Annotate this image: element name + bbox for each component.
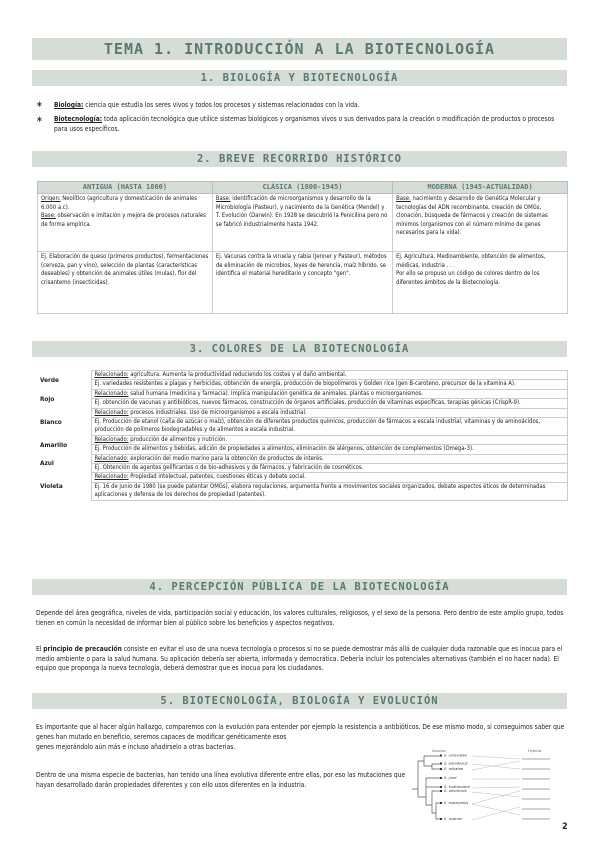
- definition-biotecnologia-text: toda aplicación tecnológica que utilice sistemas biológicos y organismos vivos o sus derivados para la creación o modificación de productos o procesos para usos específicos.: [54, 115, 555, 133]
- section-5-heading: 5. BIOTECNOLOGÍA, BIOLOGÍA Y EVOLUCIÓN: [32, 693, 567, 709]
- color-label: Azul: [40, 459, 54, 468]
- tree-marker: [440, 802, 442, 804]
- cell-text: Neolítico (agricultura y domesticación de animales 6.000 a.c).: [41, 196, 197, 211]
- cell-term: Relacionado:: [94, 390, 129, 397]
- bullet-marker: ∗: [36, 115, 43, 125]
- colors-table: [37, 370, 568, 501]
- example-cell: Ej. obtención de vacunas y antibióticos, nuevos fármacos, construcción de órganos artificiales, producción de vitaminas específicas, terapias génicas (CrispR-9).: [91, 399, 568, 408]
- example-cell: Ej. Obtención de agentes gelificantes o de bio-adhesivos y de fármacos, y fabricación de cosméticos.: [91, 464, 568, 473]
- related-cell: [91, 454, 568, 463]
- tree-label: S. eubayanus: [444, 801, 469, 806]
- section-3-heading: 3. COLORES DE LA BIOTECNOLOGÍA: [32, 341, 567, 357]
- cell-term: Origen:: [41, 196, 61, 202]
- tree-labels: [444, 754, 470, 822]
- related-cell: [91, 473, 568, 482]
- section-4-heading: 4. PERCEPCIÓN PÚBLICA DE LA BIOTECNOLOGÍA: [32, 579, 567, 595]
- term-biologia: Biología:: [54, 101, 84, 109]
- tree-marker: [440, 786, 442, 788]
- tree-marker: [440, 777, 442, 779]
- cell-text: exploración del medio marino para la obtención de productos de interés.: [128, 455, 324, 462]
- column-moderna: MODERNA (1945-ACTUALIDAD): [393, 182, 568, 194]
- term-biotecnologia: Biotecnología:: [54, 115, 103, 123]
- tree-hybrid-bars: [522, 759, 550, 819]
- tree-marker: [440, 755, 442, 757]
- cell-text: observación e imitación y mejora de procesos naturales de forma empírica.: [41, 213, 206, 228]
- tree-label: S. kudriavzevii: [444, 785, 471, 790]
- term-precaution: principio de precaución: [43, 645, 122, 653]
- cell-term: Relacionado:: [94, 474, 129, 481]
- example-cell: Ej. Producción de alimentos y bebidas, adición de propiedades a alimentos, eliminación de alérgenos, obtención de complementos (Omega-3).: [91, 445, 568, 454]
- cell-text: salud humana (medicina y farmacia). Implica manipulación genética de animales, plantas o microorganismos.: [128, 390, 423, 397]
- paragraph-text: El: [36, 645, 44, 653]
- related-cell: [91, 408, 568, 417]
- related-cell: [91, 389, 568, 398]
- example-cell: Ej. Producción de etanol (caña de azúcar o maíz), obtención de diferentes productos químicos, producción de fármacos a escala industrial, vitaminas y de aminoácidos, producción de polímeros biodegradables y de alimentos a escala industrial.: [91, 418, 568, 436]
- tree-hybrid-links: [472, 756, 520, 820]
- cell-term: Base:: [215, 196, 231, 202]
- evolution-paragraph-2: Dentro de una misma especie de bacterias, han tenido una línea evolutiva diferente entre ellas, por eso las mutaciones que hayan desarrollado darán propiedades diferentes y con ello usos diferentes en la industria.: [36, 771, 406, 789]
- tree-marker: [440, 818, 442, 820]
- cell-term: Relacionado:: [94, 436, 129, 443]
- related-cell: [91, 435, 568, 444]
- cell-term: Relacionado:: [94, 455, 129, 462]
- tree-marker: [440, 768, 442, 770]
- cell-text: identificación de microorganismos y desarrollo de la Microbiología (Pasteur), y nacimiento de la Genética (Mendel) y T. Evolución (Darwin). En 1928 se descubrió la Penicilina pero no se fabricó industrialmente hasta 1942.: [215, 196, 388, 228]
- cell-text: producción de alimentos y nutrición.: [128, 436, 228, 443]
- cell-term: Relacionado:: [94, 372, 129, 378]
- paragraph-text: consiste en evitar el uso de una nueva tecnología o procesos si no se puede demostrar más allá de cualquier duda razonable que es inocua para el medio ambiente o para la salud humana. Su aplicación debería ser abierta, informada y democrática. Debería incluir los potenciales alternativas (también el no hacer nada). El equipo que proponga la nueva tecnología, deberá demostrar que es inocua para los ciudadanos.: [36, 645, 563, 673]
- history-table: [37, 181, 568, 314]
- color-label: Blanco: [40, 417, 62, 426]
- cell-text: Propiedad intelectual, patentes, cuestiones éticas y debate social.: [128, 474, 306, 481]
- definition-biologia: [54, 101, 564, 111]
- cell-text: agricultura. Aumenta la productividad reduciendo los costes y el daño ambiental.: [128, 372, 347, 378]
- definition-biologia-text: ciencia que estudia los seres vivos y todos los procesos y sistemas relacionados con la vida.: [83, 101, 360, 109]
- tree-label: S. jurei: [444, 776, 457, 781]
- definition-biotecnologia: [54, 115, 564, 134]
- tree-label: S. cerevisiae: [444, 753, 467, 758]
- section-1-heading: 1. BIOLOGÍA Y BIOTECNOLOGÍA: [32, 70, 567, 86]
- history-cell: [212, 194, 392, 252]
- column-antigua: ANTIGUA (HASTA 1800): [38, 182, 213, 194]
- cell-term: Relacionado:: [94, 409, 129, 416]
- tree-label: S. arboricola: [444, 789, 467, 794]
- history-cell: [38, 194, 213, 252]
- precaution-paragraph: [36, 645, 566, 674]
- bullet-marker: ∗: [36, 100, 43, 110]
- tree-label: S. paradoxus: [444, 761, 468, 766]
- history-cell: Ej. Agricultura, Medioambiente, obtención de alimentos, médicas, industria . . . Por ello se propuso un código de colores dentro de los diferentes ámbitos de la Biotecnología.: [393, 252, 568, 314]
- tree-label: S. mikatae: [444, 767, 464, 772]
- page-number: 2: [562, 822, 568, 832]
- evolution-paragraph-1: Es importante que al hacer algún hallazgo, comparemos con la evolución para entender por ejemplo la resistencia a antibióticos. De ese mismo modo, si conseguimos saber que genes han mutado en beneficio, seremos capaces de modificar genéticamente esos: [36, 723, 565, 741]
- history-cell: Ej. Vacunas contra la viruela y rabia (Jenner y Pasteur), métodos de eliminación de microbios, leyes de herencia, maíz híbrido, se identifica el material hereditario y concepto "gen".: [212, 252, 392, 314]
- column-clasica: CLÁSICA (1800-1945): [212, 182, 392, 194]
- cell-term: Base:: [396, 196, 411, 202]
- tree-marker: [440, 790, 442, 792]
- cell-text: procesos industriales. Uso de microorganismos a escala industrial.: [128, 409, 307, 416]
- tree-header-species: Species: [432, 749, 446, 753]
- color-label: Violeta: [40, 482, 63, 491]
- tree-marker: [440, 763, 442, 765]
- tree-header-hybrids: Hybrids: [528, 749, 542, 753]
- tree-label: S. uvarum: [444, 817, 463, 822]
- tree-branches: [412, 756, 440, 819]
- history-cell: Ej. Elaboración de queso (primeros productos), fermentaciones (cerveza, pan y vino), selección de plantas (características deseables) y obtención de animales útiles (mulas), flor del crisantemo (insecticidas).: [38, 252, 213, 314]
- page-title: TEMA 1. INTRODUCCIÓN A LA BIOTECNOLOGÍA: [32, 38, 567, 60]
- related-cell: [91, 371, 568, 380]
- color-label: Rojo: [40, 394, 55, 403]
- history-cell: [393, 194, 568, 252]
- color-label: Verde: [40, 375, 59, 384]
- evolution-paragraph-1b: genes mejorándolo aún más e incluso añadirselo a otras bacterias.: [36, 743, 236, 751]
- color-label: Amarillo: [40, 440, 68, 449]
- example-cell: Ej. 16 de junio de 1980 (se puede patentar OMGs), elabora regulaciones, argumenta frente a movimientos sociales organizados, debate aspectos éticos de determinadas aplicaciones y defensa de los derechos de propiedad (patentes).: [91, 482, 568, 500]
- phylogenetic-tree-figure: [410, 747, 560, 829]
- tree-species-markers: [440, 755, 442, 821]
- cell-text: nacimiento y desarrollo de Genética Molecular y tecnologías del ADN recombinante, creación de OMGs, clonación, búsqueda de fármacos y creación de sistemas mínimos (organismos con el número mínimo de genes necesarios para la vida).: [396, 196, 548, 237]
- section-2-heading: 2. BREVE RECORRIDO HISTÓRICO: [32, 151, 567, 167]
- cell-term: Base:: [41, 213, 56, 220]
- perception-paragraph: Depende del área geográfica, niveles de vida, participación social y educación, los valores culturales, religiosos, y el sexo de la persona. Pero dentro de este amplio grupo, todos tienen en común la necesidad de informar bien al público sobre los beneficios y aspectos negativos.: [36, 609, 564, 627]
- example-cell: Ej. variedades resistentes a plagas y herbicidas, obtención de energía, producción de biopolímeros y Golden rice (gen B-caroteno, precursor de la vitamina A).: [91, 380, 568, 389]
